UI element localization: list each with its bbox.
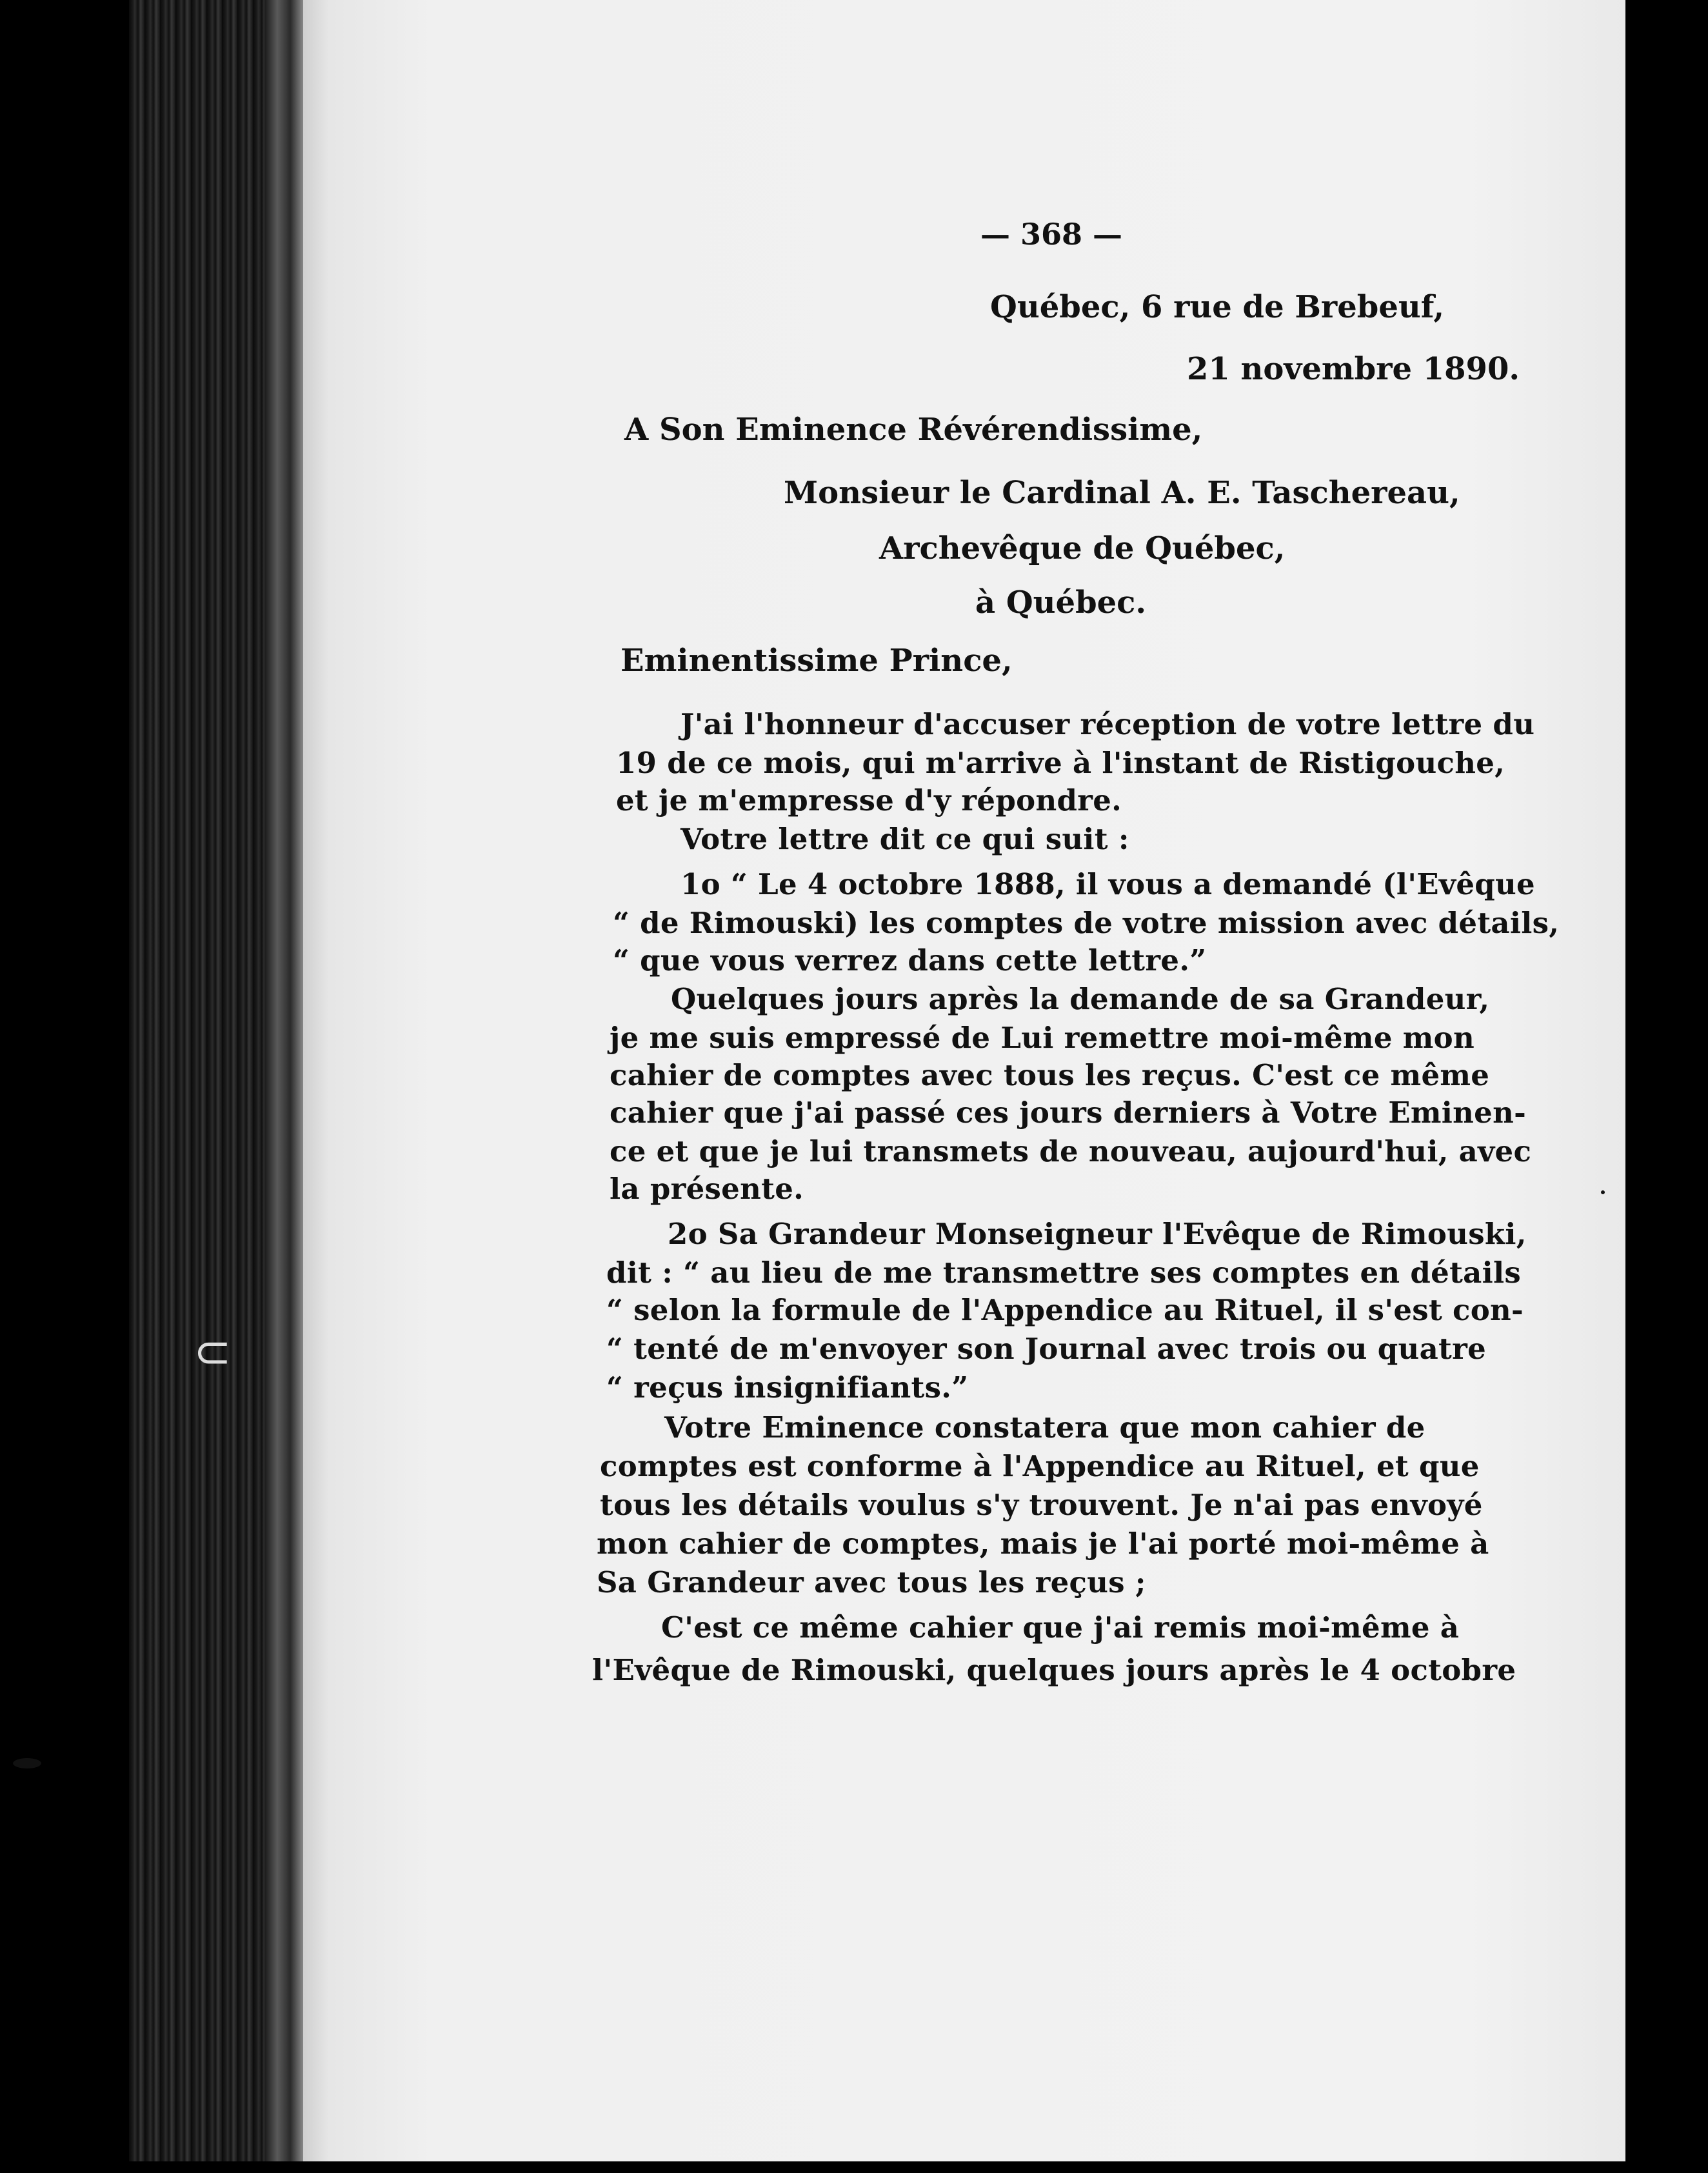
letter-date: 21 novembre 1890. [1187,351,1520,387]
body-line: tous les détails voulus s'y trouvent. Je n'ai pas envoyé [600,1488,1483,1522]
address-line: à Québec. [975,585,1147,621]
body-line: “ reçus insignifiants.” [606,1370,969,1405]
body-line: mon cahier de comptes, mais je l'ai porté moi-même à [597,1527,1489,1561]
spine-mark: ⊂ [194,1325,232,1378]
body-line: Votre lettre dit ce qui suit : [680,822,1129,856]
body-line: 2o Sa Grandeur Monseigneur l'Evêque de Rimouski, [668,1217,1527,1251]
address-line: A Son Eminence Révérendissime, [624,412,1203,448]
body-line: je me suis empressé de Lui remettre moi-même mon [610,1021,1475,1055]
salutation: Eminentissime Prince, [621,643,1013,679]
body-line: “ que vous verrez dans cette lettre.” [613,943,1207,977]
body-line: “ selon la formule de l'Appendice au Rituel, il s'est con- [606,1293,1524,1327]
scan-speck [13,1758,41,1768]
address-line: Archevêque de Québec, [879,530,1286,566]
body-line: cahier de comptes avec tous les reçus. C'est ce même [610,1058,1490,1092]
body-line: l'Evêque de Rimouski, quelques jours après le 4 octobre [592,1653,1516,1687]
scan-speck [1601,1190,1605,1194]
body-line: ce et que je lui transmets de nouveau, aujourd'hui, avec [610,1134,1532,1168]
body-line: Quelques jours après la demande de sa Grandeur, [671,982,1490,1016]
body-line: la présente. [610,1172,804,1206]
address-line: Monsieur le Cardinal A. E. Taschereau, [784,475,1460,511]
page-number: — 368 — [980,217,1123,252]
body-line: comptes est conforme à l'Appendice au Rituel, et que [600,1449,1480,1483]
body-line: “ de Rimouski) les comptes de votre mission avec détails, [613,906,1560,940]
page-edge-rule [1625,0,1645,2173]
body-line: dit : “ au lieu de me transmettre ses comptes en détails [606,1256,1522,1290]
book-spine-edge [264,0,303,2173]
body-line: C'est ce même cahier que j'ai remis moi-même à [661,1610,1460,1645]
body-line: cahier que j'ai passé ces jours derniers à Votre Eminen- [610,1096,1527,1130]
body-line: et je m'empresse d'y répondre. [616,783,1122,817]
letter-place: Québec, 6 rue de Brebeuf, [990,289,1445,325]
body-line: J'ai l'honneur d'accuser réception de votre lettre du [680,707,1535,741]
body-line: Sa Grandeur avec tous les reçus ; [597,1565,1146,1599]
body-line: Votre Eminence constatera que mon cahier de [664,1410,1425,1445]
body-line: 19 de ce mois, qui m'arrive à l'instant de Ristigouche, [616,746,1505,780]
body-line: “ tenté de m'envoyer son Journal avec trois ou quatre [606,1332,1487,1366]
bottom-border [0,2161,1708,2173]
body-line: 1o “ Le 4 octobre 1888, il vous a demandé (l'Evêque [680,867,1535,901]
